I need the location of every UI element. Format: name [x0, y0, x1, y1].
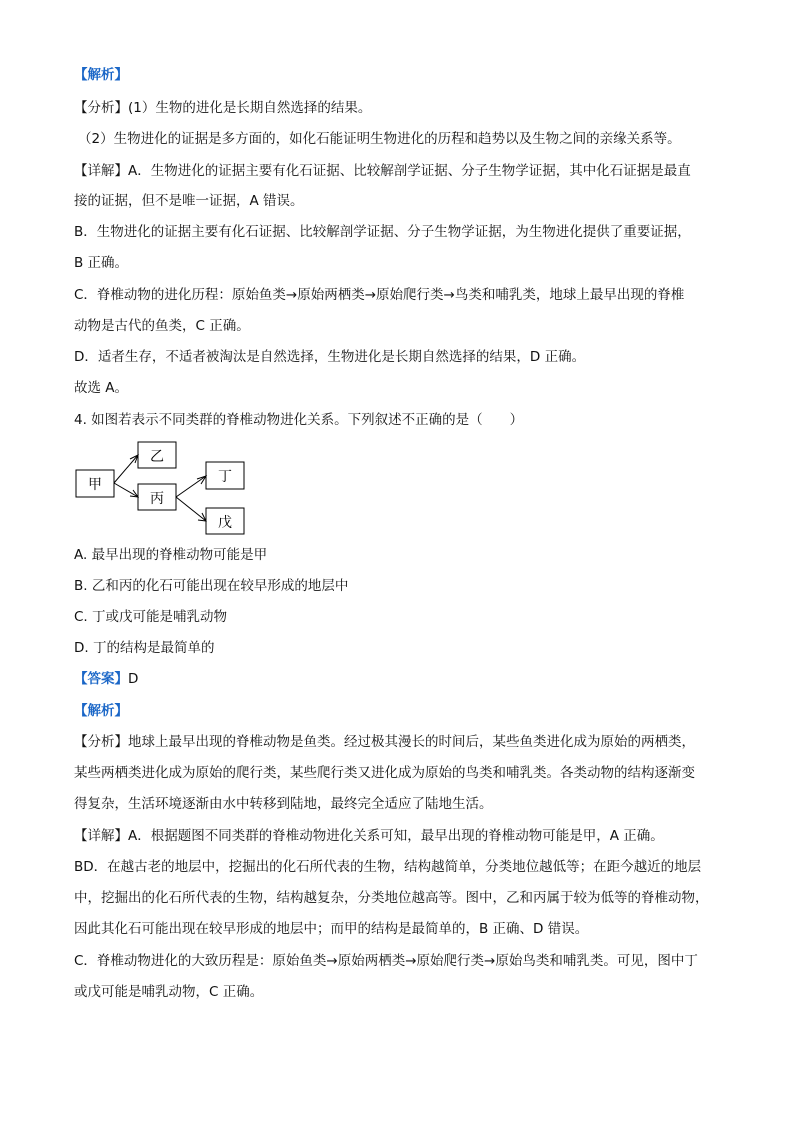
analysis-line — [74, 733, 724, 751]
analysis-tag-2: 【解析】 — [74, 703, 128, 719]
detail-text: A．根据题图不同类群的脊椎动物进化关系可知，最早出现的脊椎动物可能是甲，A 正确。 — [128, 828, 664, 844]
detail-line: 动物是古代的鱼类，C 正确。 — [74, 318, 250, 334]
edge-jia-bing — [114, 483, 138, 497]
detail-line: C．脊椎动物进化的大致历程是：原始鱼类→原始两栖类→原始爬行类→原始鸟类和哺乳类。可见，图中丁 — [74, 953, 698, 969]
detail-line: 中，挖掘出的化石所代表的生物，结构越复杂，分类地位越高等。图中，乙和丙属于较为低等的脊椎动物， — [74, 890, 709, 906]
detail-line: D．适者生存，不适者被淘汰是自然选择，生物进化是长期自然选择的结果，D 正确。 — [74, 349, 586, 365]
edge-bing-wu — [176, 497, 206, 521]
edge-jia-yi — [114, 455, 138, 483]
evolution-diagram — [72, 438, 252, 538]
analysis-line: （2）生物进化的证据是多方面的，如化石能证明生物进化的历程和趋势以及生物之间的亲缘关系等。 — [78, 131, 681, 147]
detail-line: 【详解】A．生物进化的证据主要有化石证据、比较解剖学证据、分子生物学证据，其中化石证据是最直 — [74, 163, 691, 179]
detail-line: 接的证据，但不是唯一证据，A 错误。 — [74, 193, 304, 209]
option-a: A. 最早出现的脊椎动物可能是甲 — [74, 547, 268, 563]
option-d: D. 丁的结构是最简单的 — [74, 640, 215, 656]
conclusion-line: 故选 A。 — [74, 380, 129, 396]
detail-line: B 正确。 — [74, 255, 129, 271]
question-stem: 4. 如图若表示不同类群的脊椎动物进化关系。下列叙述不正确的是（ ） — [74, 412, 524, 428]
analysis-tag: 【解析】 — [74, 67, 128, 83]
option-b: B. 乙和丙的化石可能出现在较早形成的地层中 — [74, 578, 349, 594]
analysis-text: 地球上最早出现的脊椎动物是鱼类。经过极其漫长的时间后，某些鱼类进化成为原始的两栖类， — [128, 734, 695, 750]
detail-line: 或戊可能是哺乳动物，C 正确。 — [74, 984, 264, 1000]
detail-line — [74, 827, 724, 845]
node-label-wu: 戊 — [218, 515, 232, 531]
node-label-ding: 丁 — [218, 469, 232, 485]
node-label-jia: 甲 — [88, 477, 102, 493]
node-label-bing: 丙 — [150, 491, 164, 507]
answer-tag: 【答案】 — [74, 671, 128, 687]
analysis-line: 【分析】(1）生物的进化是长期自然选择的结果。 — [74, 100, 372, 116]
node-label-yi: 乙 — [150, 449, 164, 465]
answer-value: D — [128, 671, 139, 687]
analysis-line: 得复杂，生活环境逐渐由水中转移到陆地，最终完全适应了陆地生活。 — [74, 796, 493, 812]
detail-line: 因此其化石可能出现在较早形成的地层中；而甲的结构是最简单的，B 正确、D 错误。 — [74, 921, 589, 937]
answer-line — [74, 670, 724, 688]
detail-line: C．脊椎动物的进化历程：原始鱼类→原始两栖类→原始爬行类→鸟类和哺乳类，地球上最早出现的脊椎 — [74, 287, 685, 303]
analysis-line: 某些两栖类进化成为原始的爬行类，某些爬行类又进化成为原始的鸟类和哺乳类。各类动物的结构逐渐变 — [74, 765, 695, 781]
edge-bing-ding — [176, 476, 206, 497]
detail-subtag: 【详解】 — [74, 828, 128, 844]
analysis-subtag: 【分析】 — [74, 734, 128, 750]
detail-line: BD．在越古老的地层中，挖掘出的化石所代表的生物，结构越简单，分类地位越低等；在距今越近的地层 — [74, 859, 702, 875]
detail-line: B．生物进化的证据主要有化石证据、比较解剖学证据、分子生物学证据，为生物进化提供了重要证据， — [74, 224, 691, 240]
option-c: C. 丁或戊可能是哺乳动物 — [74, 609, 228, 625]
